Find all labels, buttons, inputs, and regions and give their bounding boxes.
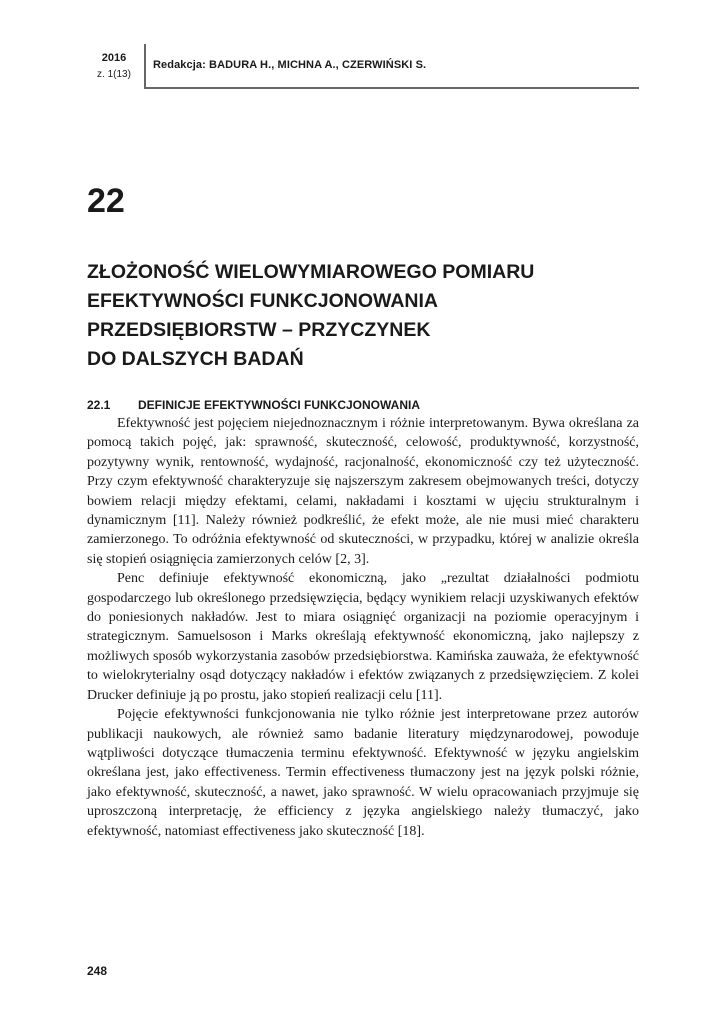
- chapter-title-line: EFEKTYWNOŚCI FUNKCJONOWANIA: [87, 290, 438, 312]
- header-issue: z. 1(13): [97, 69, 131, 80]
- chapter-title-line: ZŁOŻONOŚĆ WIELOWYMIAROWEGO POMIARU: [87, 261, 535, 283]
- paragraph: Efektywność jest pojęciem niejednoznacznym i różnie interpretowanym. Bywa określana za pomocą takich pojęć, jak: sprawność, skuteczność, celowość, produktywność, korzystność, pozytywny wynik, rentowność, wydajność, racjonalność, ekonomiczność czy też użyteczność. Przy czym efektywność charakteryzuje się najszerszym zakresem obejmowanych treści, dotyczy bowiem relacji między efektami, celami, nakładami i kosztami w ujęciu strukturalnym i dynamicznym [11]. Należy również podkreślić, że efekt może, ale nie musi mieć charakteru zamierzonego. To odróżnia efektywność od skuteczności, w przypadku, której w analizie określa się stopień osiągnięcia zamierzonych celów [2, 3].: [87, 416, 639, 567]
- chapter-title-line: DO DALSZYCH BADAŃ: [87, 348, 304, 370]
- header-vertical-rule: [144, 44, 146, 88]
- paragraph: Penc definiuje efektywność ekonomiczną, jako „rezultat działalności podmiotu gospodarczego lub określonego przedsięwzięcia, będący wynikiem relacji uzyskiwanych efektów do poniesionych nakładów. Jest to miara osiągnięć organizacji na poziomie operacyjnym i strategicznym. Samuelsoson i Marks określają efektywność ekonomiczną, jako najlepszy z możliwych sposób wykorzystania zasobów przedsiębiorstwa. Kamińska zauważa, że efektywność to wielokryterialny osąd dotyczący nakładów i efektów związanych z przedsięwzięciem. Z kolei Drucker definiuje ją po prostu, jako stopień realizacji celu [11].: [87, 571, 639, 703]
- chapter-number: 22: [87, 182, 125, 220]
- chapter-title-line: PRZEDSIĘBIORSTW – PRZYCZYNEK: [87, 319, 431, 341]
- section-heading: [87, 398, 420, 412]
- header-year: 2016: [101, 52, 127, 64]
- chapter-title: [87, 258, 647, 374]
- running-header: [87, 44, 639, 88]
- body-text: [87, 414, 639, 841]
- section-title: DEFINICJE EFEKTYWNOŚCI FUNKCJONOWANIA: [138, 398, 421, 412]
- page-number: 248: [87, 964, 108, 978]
- section-number: 22.1: [87, 398, 111, 412]
- header-horizontal-rule: [144, 87, 639, 89]
- header-editors: Redakcja: BADURA H., MICHNA A., CZERWIŃSKI S.: [153, 59, 427, 71]
- paragraph: Pojęcie efektywności funkcjonowania nie tylko różnie jest interpretowane przez autorów publikacji naukowych, ale również samo badanie literatury międzynarodowej, powoduje wątpliwości dotyczące tłumaczenia terminu efektywność. Efektywność w języku angielskim określana jest, jako effectiveness. Termin effectiveness tłumaczony jest na język polski różnie, jako efektywność, skuteczność, a nawet, jako sprawność. W wielu opracowaniach przyjmuje się uproszczoną interpretację, że efficiency z języka angielskiego należy tłumaczyć, jako efektywność, natomiast effectiveness jako skuteczność [18].: [87, 707, 639, 839]
